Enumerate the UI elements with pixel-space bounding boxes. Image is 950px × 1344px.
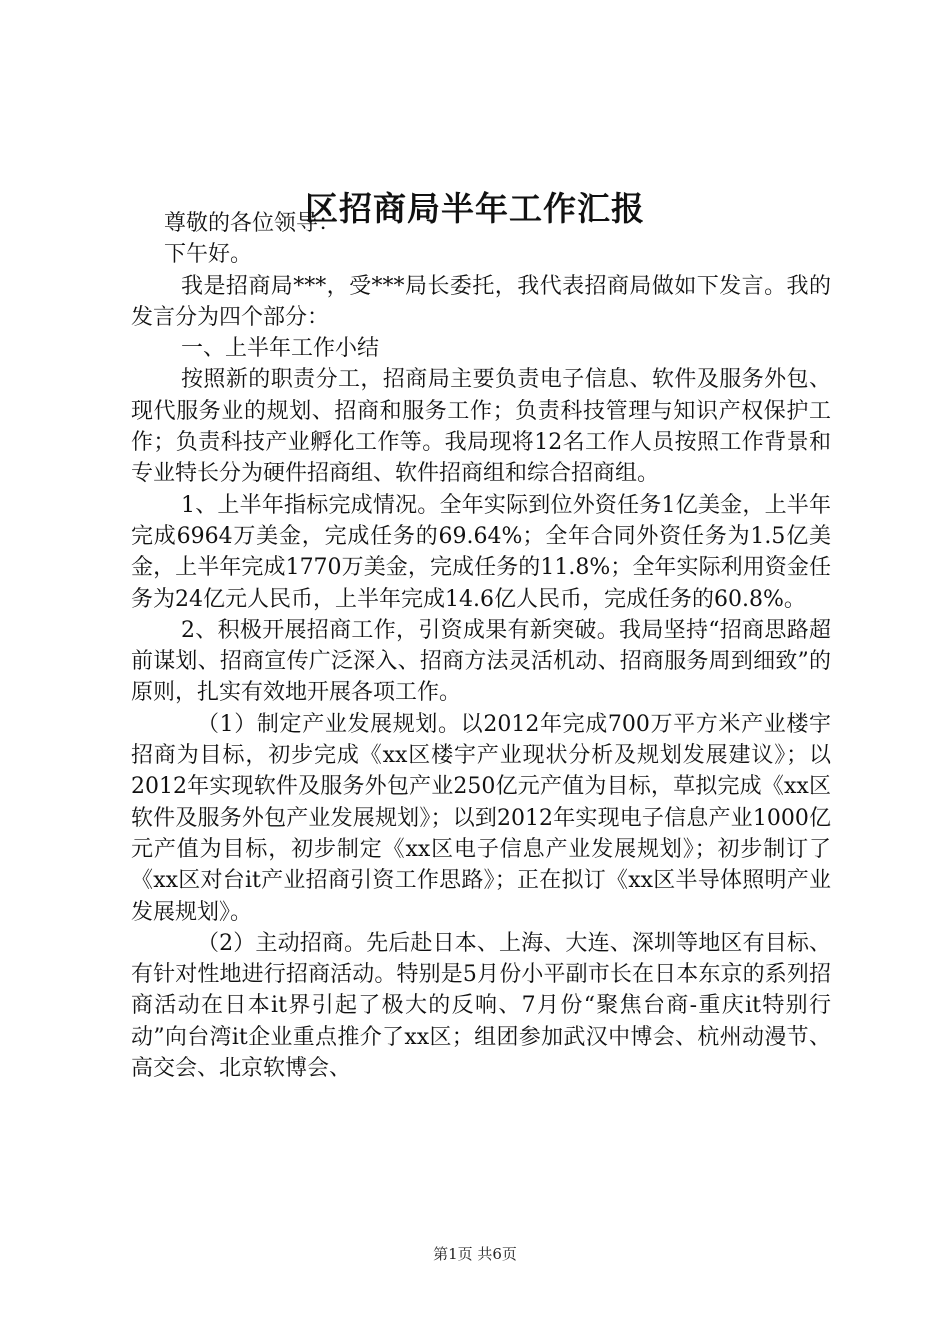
intro-paragraph: 我是招商局***，受***局长委托，我代表招商局做如下发言。我的发言分为四个部分： — [131, 273, 831, 330]
page-footer: 第1页 共6页 — [433, 1245, 517, 1263]
section-heading: 一、上半年工作小结 — [181, 336, 380, 362]
document-body — [131, 208, 831, 1084]
indicators-paragraph: 1、上半年指标完成情况。全年实际到位外资任务1亿美金，上半年完成6964万美金，完成任务的69.64%；全年合同外资任务为1.5亿美金，上半年完成1770万美金，完成任务的11.8%；全年实际利用资金任务为24亿元人民币，上半年完成14.6亿人民币，完成任务的60.8%。 — [131, 492, 831, 612]
document-title: 区招商局半年工作汇报 — [305, 189, 645, 228]
active-investment-paragraph: （2）主动招商。先后赴日本、上海、大连、深圳等地区有目标、有针对性地进行招商活动。特别是5月份小平副市长在日本东京的系列招商活动在日本it界引起了极大的反响、7月份“聚焦台商-重庆it特别行动”向台湾it企业重点推介了xx区；组团参加武汉中博会、杭州动漫节、高交会、北京软博会、 — [131, 930, 831, 1082]
duties-paragraph: 按照新的职责分工，招商局主要负责电子信息、软件及服务外包、现代服务业的规划、招商和服务工作；负责科技管理与知识产权保护工作；负责科技产业孵化工作等。我局现将12名工作人员按照工作背景和专业特长分为硬件招商组、软件招商组和综合招商组。 — [131, 367, 831, 487]
investment-paragraph: 2、积极开展招商工作，引资成果有新突破。我局坚持“招商思路超前谋划、招商宣传广泛深入、招商方法灵活机动、招商服务周到细致”的原则，扎实有效地开展各项工作。 — [131, 617, 831, 706]
planning-paragraph: （1）制定产业发展规划。以2012年完成700万平方米产业楼宇招商为目标，初步完成《xx区楼宇产业现状分析及规划发展建议》；以2012年实现软件及服务外包产业250亿元产值为目标，草拟完成《xx区软件及服务外包产业发展规划》；以到2012年实现电子信息产业1000亿元产值为目标，初步制定《xx区电子信息产业发展规划》；初步制订了《xx区对台it产业招商引资工作思路》；正在拟订《xx区半导体照明产业发展规划》。 — [131, 711, 831, 925]
salutation: 尊敬的各位领导： — [164, 211, 341, 236]
greeting: 下午好。 — [164, 242, 253, 268]
